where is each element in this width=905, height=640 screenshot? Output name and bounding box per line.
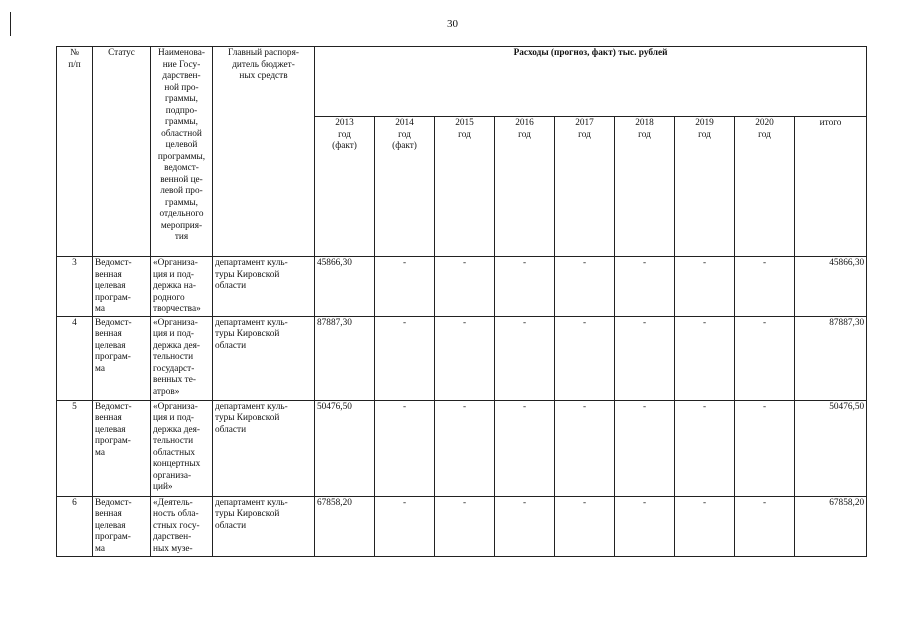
row-value-total: 87887,30: [795, 316, 867, 400]
row-value-2017: -: [555, 257, 615, 317]
row-value-2016: -: [495, 400, 555, 496]
row-value-2019: -: [675, 316, 735, 400]
row-status: Ведомст- венная целевая програм- ма: [93, 257, 151, 317]
header-year-2015: 2015 год: [435, 117, 495, 257]
row-value-2013: 87887,30: [315, 316, 375, 400]
header-year-2020: 2020 год: [735, 117, 795, 257]
header-status: Статус: [93, 47, 151, 257]
row-value-2020: -: [735, 316, 795, 400]
row-value-2017: -: [555, 400, 615, 496]
header-name: Наименова- ние Госу- дарствен- ной про- граммы, подпро- граммы, областной целевой программы, ведомст- венной це- левой про- граммы, отдельного мероприя- тия: [151, 47, 213, 257]
row-manager: департамент куль- туры Кировской области: [213, 257, 315, 317]
row-status: Ведомст- венная целевая програм- ма: [93, 496, 151, 556]
row-value-2020: -: [735, 400, 795, 496]
row-status: Ведомст- венная целевая програм- ма: [93, 316, 151, 400]
header-year-2013: 2013 год (факт): [315, 117, 375, 257]
table-row: [57, 496, 867, 556]
header-year-2017: 2017 год: [555, 117, 615, 257]
row-value-2019: -: [675, 496, 735, 556]
header-total: итого: [795, 117, 867, 257]
row-value-2018: -: [615, 316, 675, 400]
row-value-2015: -: [435, 257, 495, 317]
table-row: [57, 316, 867, 400]
row-value-2014: -: [375, 496, 435, 556]
row-name: «Организа- ция и под- держка дея- тельности областных концертных организа- ций»: [151, 400, 213, 496]
row-value-2016: -: [495, 316, 555, 400]
row-value-2014: -: [375, 257, 435, 317]
row-value-2013: 50476,50: [315, 400, 375, 496]
row-name: «Организа- ция и под- держка на- родного творчества»: [151, 257, 213, 317]
row-num: 6: [57, 496, 93, 556]
row-value-2019: -: [675, 400, 735, 496]
row-value-total: 45866,30: [795, 257, 867, 317]
row-value-2015: -: [435, 496, 495, 556]
header-manager: Главный распоря- дитель бюджет- ных средств: [213, 47, 315, 257]
row-value-2017: -: [555, 316, 615, 400]
row-value-2015: -: [435, 316, 495, 400]
row-manager: департамент куль- туры Кировской области: [213, 400, 315, 496]
row-name: «Деятель- ность обла- стных госу- дарствен- ных музе-: [151, 496, 213, 556]
row-value-2014: -: [375, 316, 435, 400]
row-value-2020: -: [735, 257, 795, 317]
row-num: 5: [57, 400, 93, 496]
row-value-2018: -: [615, 496, 675, 556]
row-value-2016: -: [495, 496, 555, 556]
row-manager: департамент куль- туры Кировской области: [213, 496, 315, 556]
row-value-2018: -: [615, 257, 675, 317]
row-value-total: 50476,50: [795, 400, 867, 496]
row-value-2013: 67858,20: [315, 496, 375, 556]
row-name: «Организа- ция и под- держка дея- тельности государст- венных те- атров»: [151, 316, 213, 400]
row-value-2014: -: [375, 400, 435, 496]
header-year-2016: 2016 год: [495, 117, 555, 257]
row-num: 4: [57, 316, 93, 400]
row-value-2017: -: [555, 496, 615, 556]
page-number: 30: [447, 18, 458, 30]
header-num: № п/п: [57, 47, 93, 257]
row-value-2015: -: [435, 400, 495, 496]
table-row: [57, 400, 867, 496]
row-value-2019: -: [675, 257, 735, 317]
row-manager: департамент куль- туры Кировской области: [213, 316, 315, 400]
header-year-2019: 2019 год: [675, 117, 735, 257]
budget-table: [56, 46, 867, 557]
row-value-2016: -: [495, 257, 555, 317]
header-row-1: [57, 47, 867, 117]
row-status: Ведомст- венная целевая програм- ма: [93, 400, 151, 496]
row-value-2013: 45866,30: [315, 257, 375, 317]
header-expenses: Расходы (прогноз, факт) тыс. рублей: [315, 47, 867, 117]
row-num: 3: [57, 257, 93, 317]
row-value-2018: -: [615, 400, 675, 496]
header-year-2018: 2018 год: [615, 117, 675, 257]
header-year-2014: 2014 год (факт): [375, 117, 435, 257]
row-value-2020: -: [735, 496, 795, 556]
row-value-total: 67858,20: [795, 496, 867, 556]
table-row: [57, 257, 867, 317]
